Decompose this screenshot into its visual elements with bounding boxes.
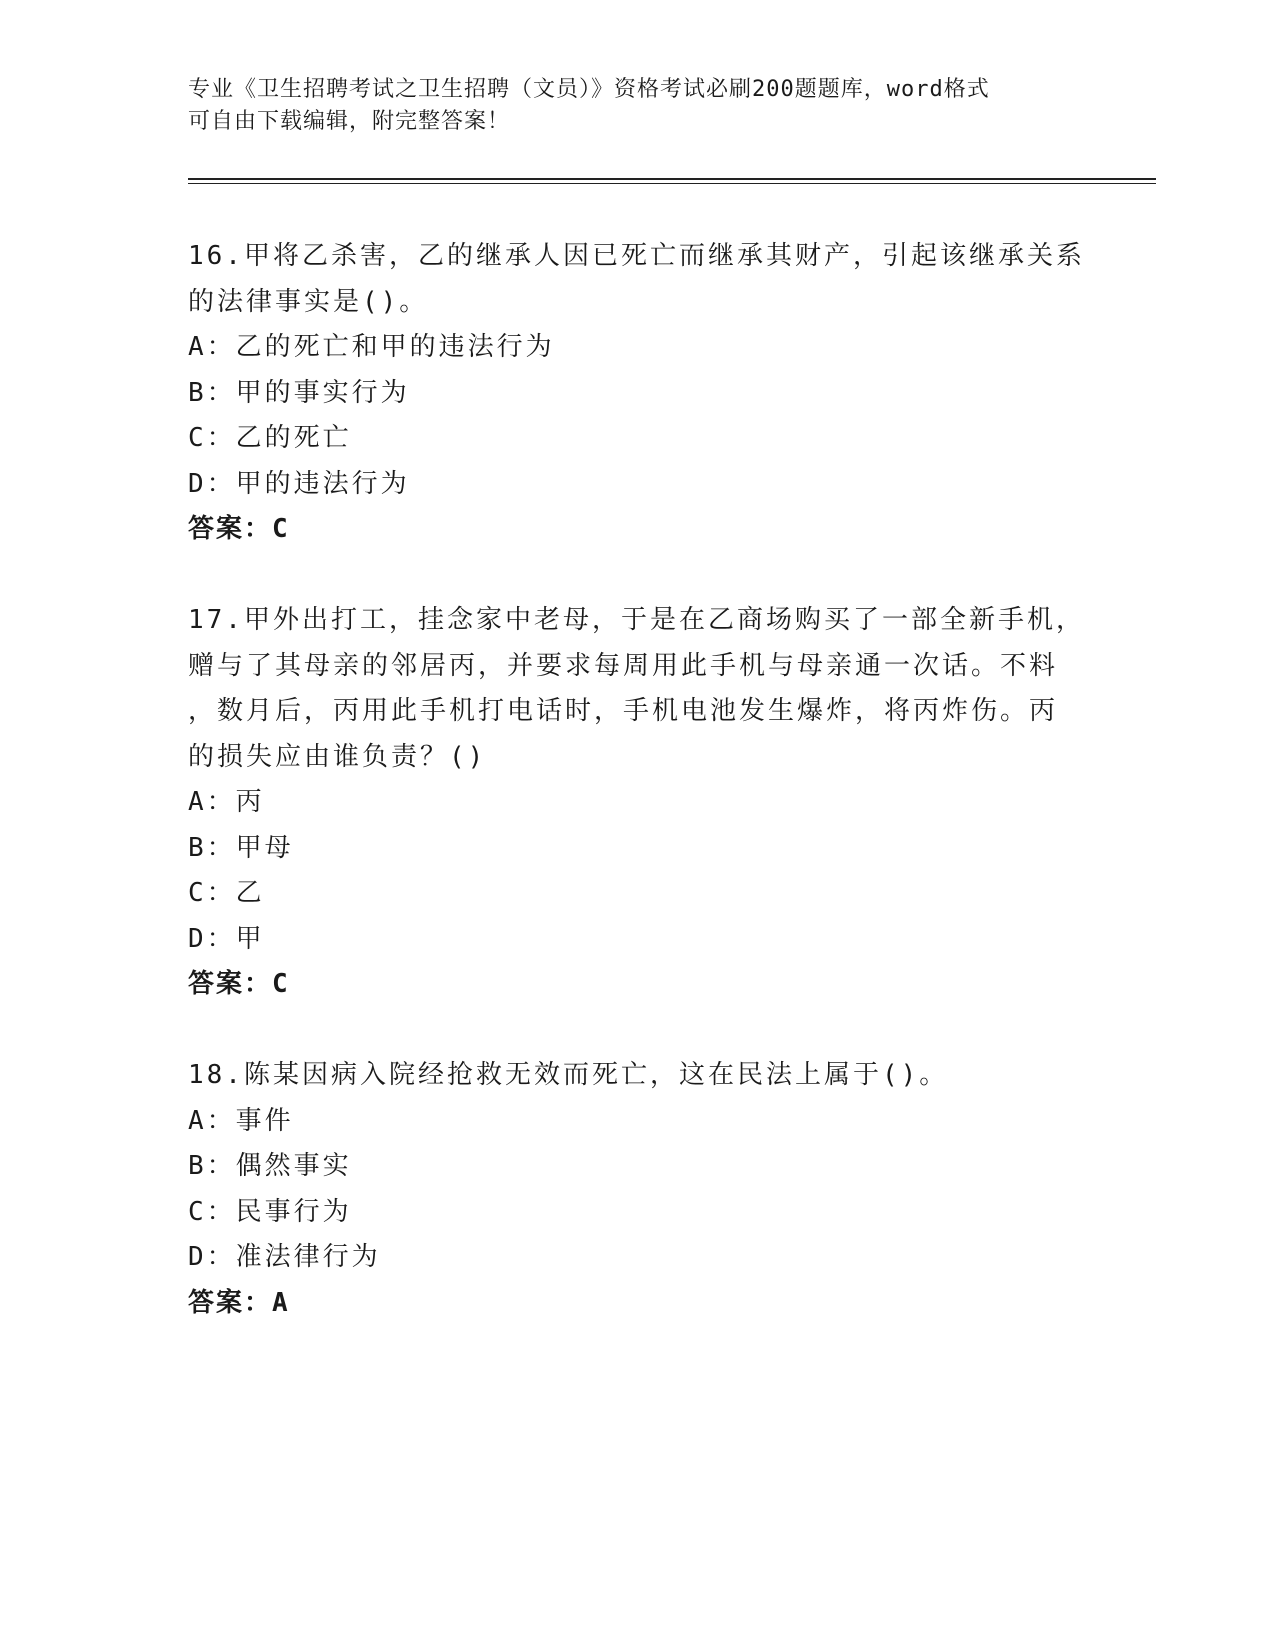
option-a: A：丙 [188,787,265,817]
answer-line: 答案：C [188,969,290,999]
option-a: A：事件 [188,1105,294,1136]
question-16 [188,234,1088,553]
answer-line: 答案：A [188,1287,290,1318]
header-line-1: 专业《卫生招聘考试之卫生招聘（文员）》资格考试必刷200题题库，word格式 [188,77,990,102]
question-18 [188,1053,1088,1326]
header-divider [188,178,1156,184]
question-17 [188,598,1088,1008]
question-stem-line: 的损失应由谁负责？() [188,741,487,772]
option-b: B：偶然事实 [188,1151,352,1181]
option-b: B：甲的事实行为 [188,377,410,408]
option-d: D：甲的违法行为 [188,468,410,499]
option-a: A：乙的死亡和甲的违法行为 [188,332,555,362]
document-header [188,74,1068,138]
option-c: C：乙的死亡 [188,423,352,453]
option-c: C：民事行为 [188,1196,352,1227]
question-stem-line: 18.陈某因病入院经抢救无效而死亡，这在民法上属于()。 [188,1060,949,1090]
option-d: D：甲 [188,923,265,954]
option-c: C：乙 [188,878,265,908]
question-stem-line: 赠与了其母亲的邻居丙，并要求每周用此手机与母亲通一次话。不料 [188,650,1059,681]
option-b: B：甲母 [188,832,294,863]
question-stem-line: 的法律事实是()。 [188,286,429,317]
question-stem-line: ，数月后，丙用此手机打电话时，手机电池发生爆炸，将丙炸伤。丙 [188,696,1059,726]
question-stem-line: 17.甲外出打工，挂念家中老母，于是在乙商场购买了一部全新手机， [188,605,1085,635]
question-stem-line: 16.甲将乙杀害，乙的继承人因已死亡而继承其财产，引起该继承关系 [188,241,1085,271]
answer-line: 答案：C [188,514,290,544]
header-line-2: 可自由下载编辑，附完整答案！ [188,109,511,134]
option-d: D：准法律行为 [188,1242,381,1272]
